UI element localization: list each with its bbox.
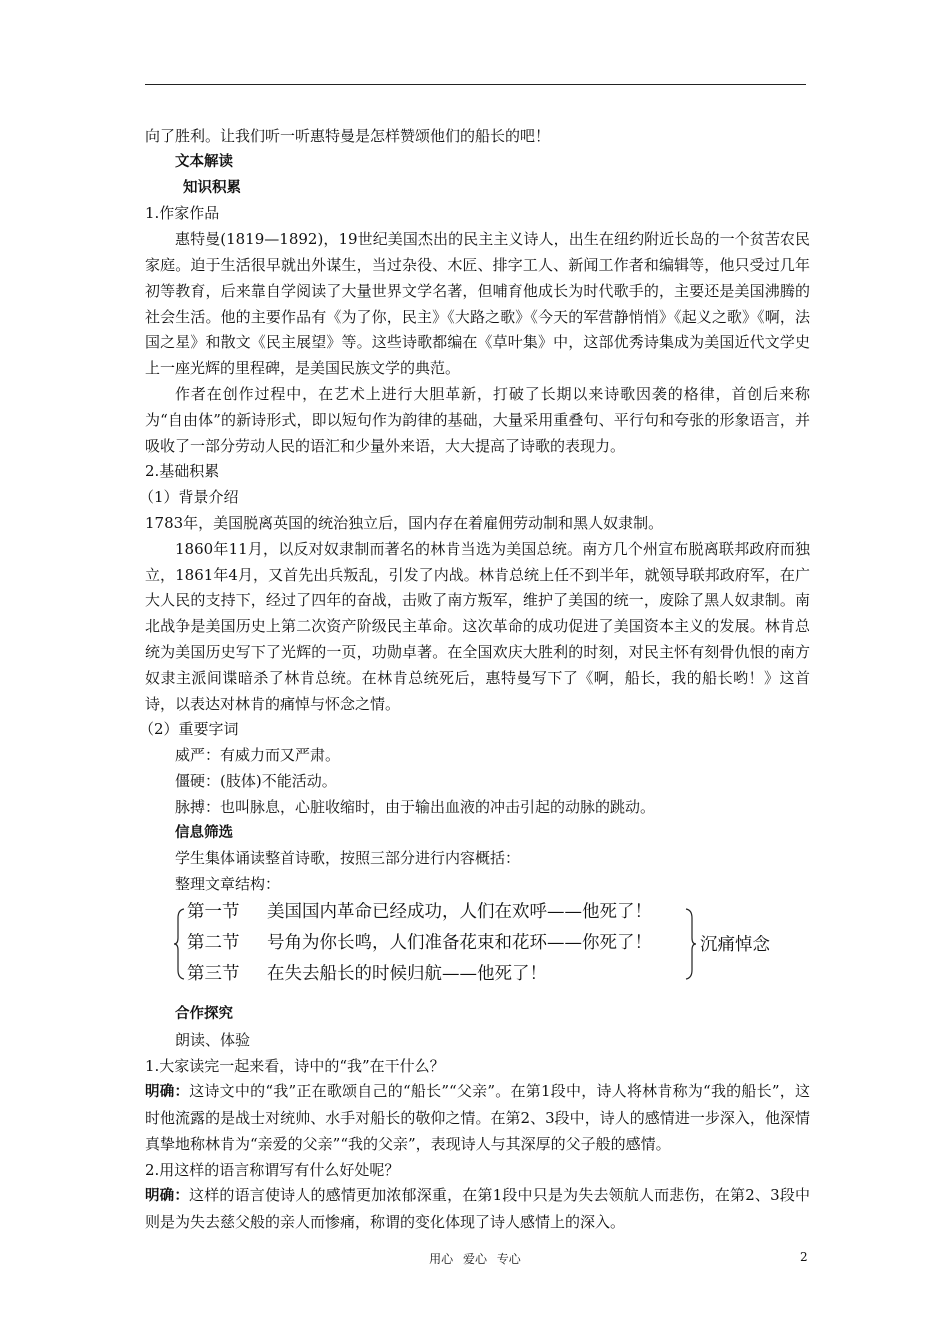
vocab-jiangying: 僵硬：(肢体)不能活动。: [175, 771, 337, 790]
left-brace: [173, 908, 185, 980]
heading-cooperative: 合作探究: [175, 1005, 233, 1022]
structure-row-2: [187, 931, 652, 957]
paragraph-civil-war: 1860年11月，以反对奴隶制而著名的林肯当选为美国总统。南方几个州宣布脱离联邦政府而独立，1861年4月，又首先出兵叛乱，引发了内战。林肯总统上任不到半年，就领导联邦政府军，在广大人民的支持下，经过了四年的奋战，击败了南方叛军，维护了美国的统一，废除了黑人奴隶制。南北战争是美国历史上第二次资产阶级民主革命。这次革命的成功促进了美国资本主义的发展。林肯总统为美国历史写下了光辉的一页，功勋卓著。在全国欢庆大胜利的时刻，对民主怀有刻骨仇恨的南方奴隶主派间谍暗杀了林肯总统。在林肯总统死后，惠特曼写下了《啊，船长，我的船长哟！》这首诗，以表达对林肯的痛悼与怀念之情。: [145, 539, 810, 713]
question-1: 1.大家读完一起来看，诗中的“我”在干什么？: [145, 1056, 445, 1075]
structure-key-2: 第二节: [187, 932, 240, 953]
intro-line: 向了胜利。让我们听一听惠特曼是怎样赞颂他们的船长的吧！: [145, 127, 551, 145]
structure-key-1: 第一节: [187, 901, 240, 922]
subsection-vocabulary: （2）重要字词: [139, 720, 239, 739]
answer-2: [145, 1183, 810, 1236]
answer-1-text: 这诗文中的“我”正在歌颂自己的“船长”“父亲”。在第1段中，诗人将林肯称为“我的船长”，这时他流露的是战士对统帅、水手对船长的敬仰之情。在第2、3段中，诗人的感情进一步深入，他深情真挚地称林肯为“亲爱的父亲”“我的父亲”，表现诗人与其深厚的父子般的感情。: [145, 1082, 811, 1153]
right-brace: [685, 908, 697, 980]
answer-1-label: 明确：: [145, 1084, 190, 1101]
heading-text-analysis: 文本解读: [175, 153, 233, 170]
paragraph-author-bio: 惠特曼(1819—1892)，19世纪美国杰出的民主主义诗人，出生在纽约附近长岛的一个贫苦农民家庭。迫于生活很早就出外谋生，当过杂役、木匠、排字工人、新闻工作者和编辑等，他只受过几年初等教育，后来靠自学阅读了大量世界文学名著，但哺育他成长为时代歌手的，主要还是美国沸腾的社会生活。他的主要作品有《为了你，民主》《大路之歌》《今天的军营静悄悄》《起义之歌》《啊，法国之星》和散文《民主展望》等。这些诗歌都编在《草叶集》中，这部优秀诗集成为美国近代文学史上一座光辉的里程碑，是美国民族文学的典范。: [145, 230, 810, 378]
header-rule: [145, 84, 806, 85]
section-basics: 2.基础积累: [145, 462, 220, 481]
vocab-weiyan: 威严：有威力而又严肃。: [175, 746, 341, 765]
answer-2-label: 明确：: [145, 1188, 190, 1205]
reading-experience: 朗读、体验: [175, 1030, 251, 1049]
vocab-maibo: 脉搏：也叫脉息，心脏收缩时，由于输出血液的冲击引起的动脉的跳动。: [175, 797, 656, 816]
structure-row-1: [187, 900, 652, 926]
structure-text-1: 美国国内革命已经成功，人们在欢呼——他死了！: [267, 901, 652, 922]
poem-structure-diagram: [145, 900, 810, 996]
heading-info-filter: 信息筛选: [175, 824, 233, 841]
paragraph-author-style: 作者在创作过程中，在艺术上进行大胆革新，打破了长期以来诗歌因袭的格律，首创后来称为“自由体”的新诗形式，即以短句作为韵律的基础，大量采用重叠句、平行句和夸张的形象语言，并吸收了一部分劳动人民的语汇和少量外来语，大大提高了诗歌的表现力。: [145, 384, 810, 455]
structure-key-3: 第三节: [187, 963, 240, 984]
paragraph-1783: 1783年，美国脱离英国的统治独立后，国内存在着雇佣劳动制和黑人奴隶制。: [145, 513, 664, 532]
question-2: 2.用这样的语言称谓写有什么好处呢？: [145, 1160, 400, 1179]
structure-conclusion: 沉痛悼念: [700, 934, 770, 955]
instruction-structure: 整理文章结构：: [175, 875, 281, 894]
instruction-recite: 学生集体诵读整首诗歌，按照三部分进行内容概括：: [175, 849, 521, 868]
answer-2-text: 这样的语言使诗人的感情更加浓郁深重，在第1段中只是为失去领航人而悲伤，在第2、3段中则是为失去慈父般的亲人而惨痛，称谓的变化体现了诗人感情上的深入。: [145, 1186, 811, 1232]
answer-1: [145, 1079, 810, 1157]
footer-motto: 用心 爱心 专心: [429, 1252, 521, 1266]
structure-text-2: 号角为你长鸣，人们准备花束和花环——你死了！: [267, 932, 652, 953]
section-author-works: 1.作家作品: [145, 204, 220, 223]
page-number: 2: [800, 1250, 808, 1264]
page-body: [139, 124, 811, 1236]
structure-text-3: 在失去船长的时候归航——他死了！: [267, 963, 547, 984]
subsection-background: （1）背景介绍: [139, 488, 239, 507]
structure-row-3: [187, 962, 547, 988]
heading-knowledge: 知识积累: [183, 179, 241, 196]
